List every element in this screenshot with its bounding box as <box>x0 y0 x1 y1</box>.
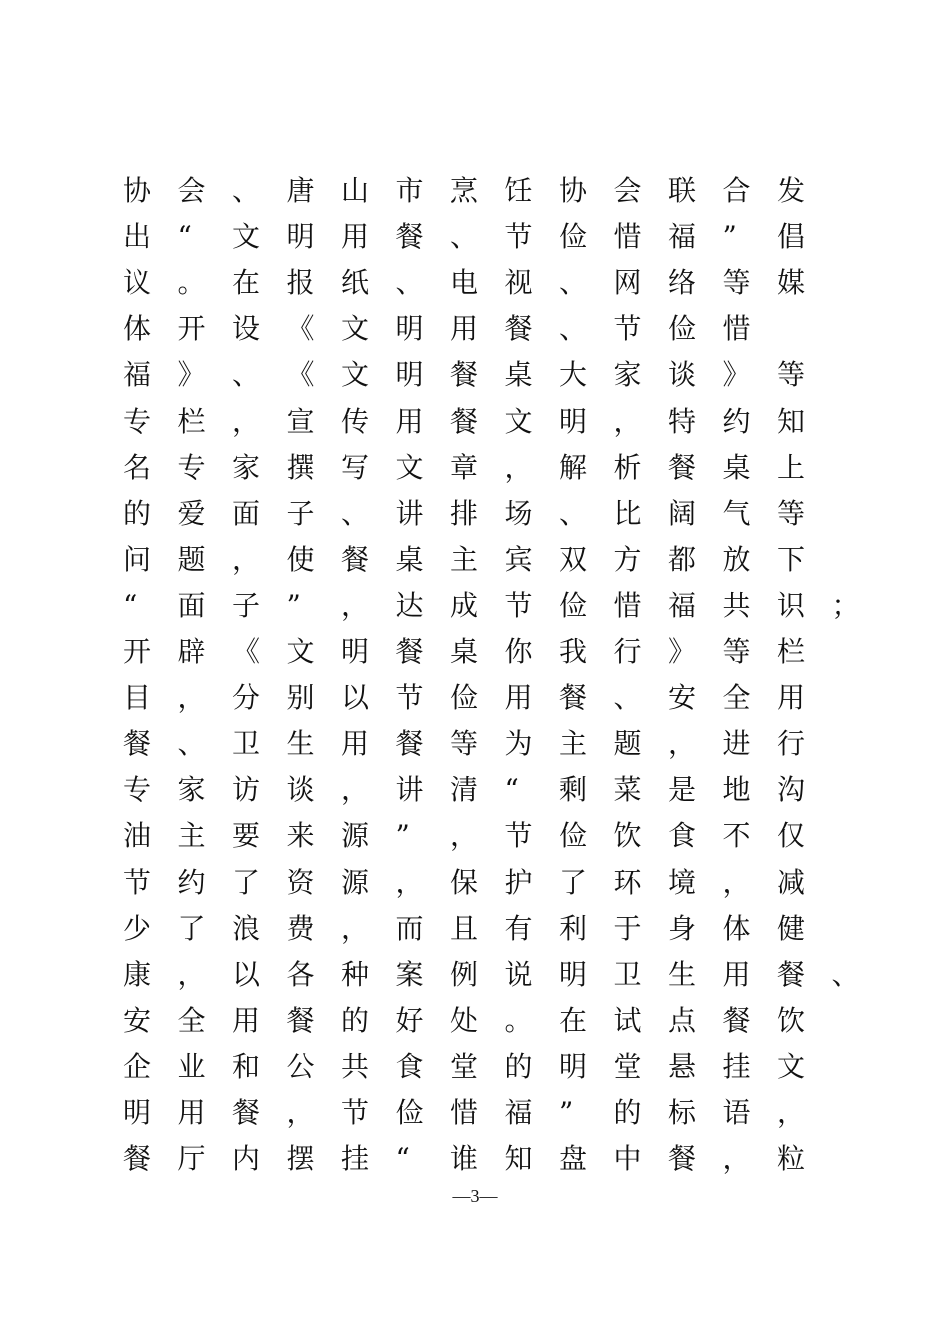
text-line: 名 专 家 撰 写 文 章 ， 解 析 餐 桌 上 <box>123 450 806 484</box>
text-line: 出 “ 文 明 用 餐 、 节 俭 惜 福 ” 倡 <box>123 220 806 254</box>
text-line: 福 》 、 《 文 明 餐 桌 大 家 谈 》 等 <box>123 358 806 392</box>
text-line: 节 约 了 资 源 ， 保 护 了 环 境 ， 减 <box>123 865 806 899</box>
text-line: 油 主 要 来 源 ” ， 节 俭 饮 食 不 仅 <box>123 819 806 853</box>
text-line: 餐 厅 内 摆 挂 “ 谁 知 盘 中 餐 ， 粒 <box>123 1142 806 1176</box>
text-line: 企 业 和 公 共 食 堂 的 明 堂 悬 挂 文 <box>123 1049 806 1083</box>
text-line: 议 。 在 报 纸 、 电 视 、 网 络 等 媒 <box>123 266 806 300</box>
text-line: 问 题 ， 使 餐 桌 主 宾 双 方 都 放 下 <box>123 542 806 576</box>
text-line: 餐 、 卫 生 用 餐 等 为 主 题 ， 进 行 <box>123 727 806 761</box>
text-line: 开 辟 《 文 明 餐 桌 你 我 行 》 等 栏 <box>123 635 806 668</box>
text-line: 体 开 设 《 文 明 用 餐 、 节 俭 惜 <box>123 312 751 346</box>
text-line: “ 面 子 ” ， 达 成 节 俭 惜 福 共 识 ； <box>123 588 860 622</box>
text-line: 少 了 浪 费 ， 而 且 有 利 于 身 体 健 <box>123 911 806 945</box>
text-line: 协 会 、 唐 山 市 烹 饪 协 会 联 合 发 <box>123 174 806 207</box>
page-number: —3— <box>452 1186 498 1206</box>
text-line: 目 ， 分 别 以 节 俭 用 餐 、 安 全 用 <box>123 681 806 715</box>
text-line: 的 爱 面 子 、 讲 排 场 、 比 阔 气 等 <box>123 496 806 530</box>
text-line: 专 栏 ， 宣 传 用 餐 文 明 ， 特 约 知 <box>123 404 806 438</box>
text-line: 专 家 访 谈 ， 讲 清 “ 剩 菜 是 地 沟 <box>123 773 806 807</box>
text-line: 安 全 用 餐 的 好 处 。 在 试 点 餐 饮 <box>123 1003 806 1037</box>
text-line: 明 用 餐 ， 节 俭 惜 福 ” 的 标 语 ， <box>123 1096 806 1129</box>
text-line: 康 ， 以 各 种 案 例 说 明 卫 生 用 餐 、 <box>123 957 860 991</box>
